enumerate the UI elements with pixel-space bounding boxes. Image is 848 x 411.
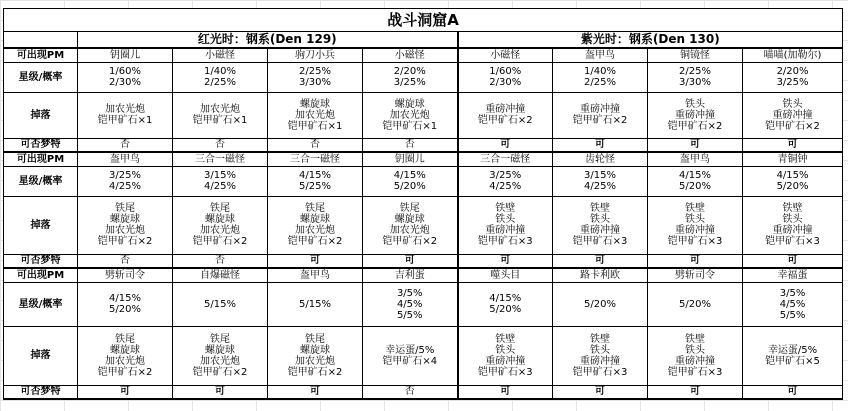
drop-cell [648, 196, 743, 254]
star-rate-line: 4/15% [679, 170, 711, 181]
pokemon-name: 自爆磁怪 [173, 268, 268, 282]
star-rate-cell [363, 62, 458, 92]
star-rate-line: 5/5% [396, 309, 423, 321]
dream-feature-value: 否 [268, 138, 363, 152]
pokemon-name: 三合一磁怪 [458, 152, 553, 166]
section-red-header: 红光时：钢系(Den 129) [78, 32, 458, 49]
drop-item: 重磅冲撞 [485, 355, 526, 367]
dream-feature-value: 可 [553, 385, 648, 399]
star-rate-line: 2/25% [204, 77, 236, 88]
star-rate-line: 1/60% [109, 66, 141, 77]
drop-item: 螺旋球 [205, 214, 235, 225]
star-rate-line: 2/25% [584, 77, 616, 88]
corner-cell [4, 32, 78, 49]
star-rate-cell [648, 166, 743, 196]
drop-item: 加农光炮 [389, 109, 430, 121]
star-rate-cell [363, 166, 458, 196]
drop-item: 重磅冲撞 [485, 104, 526, 115]
drop-item: 铠甲矿石×2 [287, 366, 343, 378]
star-row [4, 166, 843, 196]
drop-cell [648, 326, 743, 385]
drop-item: 铠甲矿石×2 [765, 120, 820, 132]
dream-feature-value: 可 [268, 385, 363, 399]
row-label: 可出现PM [4, 152, 78, 166]
drop-cell [78, 326, 173, 385]
drop-item: 加农光炮 [295, 109, 335, 121]
pokemon-name: 喵喵(加勒尔) [743, 48, 843, 62]
drop-item: 铁尾 [399, 203, 420, 214]
drop-item: 铁尾 [305, 333, 325, 345]
dream-feature-value: 可 [458, 385, 553, 399]
pokemon-name: 吉利蛋 [363, 268, 458, 282]
pm-row [4, 152, 843, 166]
dream-feature-value: 可 [363, 254, 458, 268]
drop-item: 螺旋球 [110, 214, 140, 225]
drop-item: 铠甲矿石×3 [477, 236, 533, 247]
drop-item: 铁壁 [495, 203, 516, 214]
drop-item: 重磅冲撞 [485, 225, 526, 236]
drop-item: 铁尾 [305, 203, 325, 214]
drop-item: 幸运蛋/5% [767, 344, 818, 356]
drop-cell [553, 92, 648, 138]
drop-item: 铠甲矿石×1 [287, 120, 343, 132]
drop-cell [363, 326, 458, 385]
drop-item: 铠甲矿石×3 [765, 236, 820, 247]
star-rate-line: 4/15% [393, 170, 426, 181]
drop-item: 加农光炮 [105, 225, 145, 236]
drop-item: 重磅冲撞 [675, 355, 715, 367]
star-rate-line: 4/15% [489, 293, 522, 304]
star-rate-line: 5/20% [776, 181, 809, 192]
drop-item: 加农光炮 [200, 104, 240, 115]
pokemon-name: 盔甲鸟 [78, 152, 173, 166]
dream-feature-value: 可 [458, 254, 553, 268]
drop-item: 螺旋球 [300, 98, 330, 110]
drop-item: 加农光炮 [295, 225, 335, 236]
drop-item: 铁壁 [590, 203, 610, 214]
drop-cell [173, 196, 268, 254]
star-rate-line: 3/30% [299, 77, 331, 88]
pokemon-name: 小磁怪 [173, 48, 268, 62]
drop-item: 铠甲矿石×2 [382, 236, 438, 247]
star-rate-line: 2/20% [776, 66, 809, 77]
dream-feature-value: 可 [78, 385, 173, 399]
dream-row [4, 138, 843, 152]
star-rate-line: 3/30% [679, 77, 711, 88]
star-rate-line: 5/20% [109, 304, 141, 315]
drop-item: 加农光炮 [295, 355, 335, 367]
drop-item: 铁壁 [495, 333, 516, 345]
pokemon-name: 小磁怪 [363, 48, 458, 62]
drop-item: 铁壁 [590, 333, 610, 345]
page-title: 战斗洞窟A [4, 9, 843, 32]
dream-feature-value: 否 [363, 138, 458, 152]
row-label: 掉落 [4, 326, 78, 385]
star-rate-line: 3/25% [776, 77, 809, 88]
pokemon-name: 幸福蛋 [743, 268, 843, 282]
star-rate-line: 4/25% [489, 181, 522, 192]
star-rate-line: 4/5% [396, 298, 423, 310]
star-rate-cell [363, 282, 458, 326]
star-rate-line: 4/15% [109, 293, 141, 304]
star-rate-line: 4/15% [299, 170, 331, 181]
drop-cell [743, 196, 843, 254]
drop-item: 铁头 [685, 344, 705, 356]
row-label: 掉落 [4, 196, 78, 254]
dream-feature-value: 可 [743, 385, 843, 399]
dream-feature-value: 可 [553, 138, 648, 152]
star-rate-line: 4/15% [776, 170, 809, 181]
star-rate-cell [648, 282, 743, 326]
star-rate-line: 3/15% [204, 170, 236, 181]
star-rate-cell [743, 282, 843, 326]
star-rate-line: 2/30% [489, 77, 522, 88]
dream-feature-value: 可 [268, 254, 363, 268]
drop-row [4, 92, 843, 138]
dream-feature-value: 否 [363, 385, 458, 399]
drop-cell [363, 196, 458, 254]
dream-feature-value: 否 [173, 254, 268, 268]
drop-item: 螺旋球 [205, 344, 235, 356]
pokemon-name: 噬头目 [458, 268, 553, 282]
section-purple-header: 紫光时：钢系(Den 130) [458, 32, 843, 49]
star-rate-line: 4/25% [204, 181, 236, 192]
drop-item: 铠甲矿石×2 [667, 120, 723, 132]
drop-item: 加农光炮 [105, 104, 145, 115]
drop-item: 加农光炮 [105, 355, 145, 367]
star-rate-line: 5/20% [489, 304, 522, 315]
drop-item: 重磅冲撞 [580, 355, 620, 367]
drop-item: 铠甲矿石×1 [382, 120, 438, 132]
drop-item: 铁头 [685, 214, 705, 225]
star-row [4, 62, 843, 92]
dream-row [4, 254, 843, 268]
star-rate-line: 5/5% [779, 309, 806, 321]
drop-item: 铠甲矿石×2 [192, 366, 248, 378]
star-rate-line: 5/20% [393, 181, 426, 192]
star-rate-line: 2/25% [299, 66, 331, 77]
star-rate-cell [173, 62, 268, 92]
drop-item: 铠甲矿石×2 [192, 236, 248, 247]
row-label: 可否梦特 [4, 138, 78, 152]
star-rate-line: 2/30% [109, 77, 141, 88]
drop-item: 螺旋球 [394, 214, 425, 225]
drop-item: 重磅冲撞 [675, 225, 715, 236]
drop-item: 铁尾 [210, 333, 230, 345]
drop-item: 铠甲矿石×3 [667, 236, 723, 247]
pokemon-name: 钥圈儿 [78, 48, 173, 62]
drop-item: 重磅冲撞 [675, 109, 715, 121]
drop-row [4, 196, 843, 254]
drop-cell [458, 196, 553, 254]
drop-item: 铁头 [590, 344, 610, 356]
star-rate-line: 2/20% [393, 66, 426, 77]
star-rate-line: 5/25% [299, 181, 331, 192]
row-label: 星级/概率 [4, 62, 78, 92]
row-label: 可出现PM [4, 48, 78, 62]
drop-item: 螺旋球 [300, 344, 330, 356]
drop-item: 铁壁 [782, 203, 803, 214]
star-rate-line: 3/5% [396, 287, 423, 299]
star-rate-cell [553, 166, 648, 196]
drop-item: 铁头 [782, 98, 803, 110]
dream-feature-value: 可 [458, 138, 553, 152]
drop-item: 铁尾 [115, 333, 135, 345]
drop-item: 铠甲矿石×5 [765, 355, 820, 367]
pokemon-name: 盔甲鸟 [553, 48, 648, 62]
star-rate-line: 3/25% [109, 170, 141, 181]
drop-cell [78, 196, 173, 254]
dream-feature-value: 可 [648, 254, 743, 268]
drop-item: 铁壁 [685, 333, 705, 345]
drop-cell [173, 326, 268, 385]
star-rate-cell [743, 62, 843, 92]
star-rate-line: 2/25% [679, 66, 711, 77]
den-table [3, 8, 843, 400]
pokemon-name: 劈斩司令 [78, 268, 173, 282]
star-rate-line: 3/25% [489, 170, 522, 181]
drop-item: 铠甲矿石×1 [97, 115, 153, 126]
pokemon-name: 劈斩司令 [648, 268, 743, 282]
star-rate-cell [173, 282, 268, 326]
drop-row [4, 326, 843, 385]
drop-item: 重磅冲撞 [772, 109, 813, 121]
dream-feature-value: 可 [173, 385, 268, 399]
row-label: 掉落 [4, 92, 78, 138]
drop-cell [268, 196, 363, 254]
drop-item: 铁尾 [115, 203, 135, 214]
drop-cell [173, 92, 268, 138]
drop-item: 铁头 [590, 214, 610, 225]
dream-feature-value: 可 [648, 138, 743, 152]
drop-cell [648, 92, 743, 138]
drop-item: 铁壁 [685, 203, 705, 214]
star-rate-line: 5/20% [584, 298, 616, 310]
drop-item: 铠甲矿石×3 [667, 366, 723, 378]
drop-item: 铁头 [685, 98, 705, 110]
pokemon-name: 小磁怪 [458, 48, 553, 62]
drop-item: 铁头 [495, 214, 516, 225]
star-rate-line: 5/15% [204, 298, 236, 310]
drop-cell [743, 92, 843, 138]
pokemon-name: 青铜钟 [743, 152, 843, 166]
star-rate-cell [78, 282, 173, 326]
drop-item: 铠甲矿石×4 [382, 355, 438, 367]
star-rate-line: 4/25% [109, 181, 141, 192]
pokemon-name: 盔甲鸟 [268, 268, 363, 282]
dream-feature-value: 否 [173, 138, 268, 152]
pokemon-name: 路卡利欧 [553, 268, 648, 282]
star-rate-cell [173, 166, 268, 196]
row-label: 星级/概率 [4, 282, 78, 326]
drop-item: 加农光炮 [200, 355, 240, 367]
star-rate-line: 1/40% [584, 66, 616, 77]
drop-cell [363, 92, 458, 138]
star-rate-line: 1/60% [489, 66, 522, 77]
drop-item: 铠甲矿石×2 [572, 115, 628, 126]
star-rate-line: 4/25% [584, 181, 616, 192]
drop-cell [743, 326, 843, 385]
drop-cell [553, 326, 648, 385]
dream-feature-value: 可 [648, 385, 743, 399]
drop-item: 加农光炮 [389, 225, 430, 236]
star-rate-cell [458, 166, 553, 196]
dream-feature-value: 否 [78, 254, 173, 268]
drop-cell [268, 326, 363, 385]
drop-item: 铠甲矿石×2 [97, 366, 153, 378]
star-rate-cell [78, 62, 173, 92]
pokemon-name: 齿轮怪 [553, 152, 648, 166]
drop-item: 铠甲矿石×2 [97, 236, 153, 247]
drop-item: 重磅冲撞 [580, 225, 620, 236]
drop-item: 铠甲矿石×1 [192, 115, 248, 126]
pokemon-name: 铜镜怪 [648, 48, 743, 62]
drop-cell [268, 92, 363, 138]
drop-item: 铠甲矿石×3 [572, 366, 628, 378]
drop-item: 铠甲矿石×2 [477, 115, 533, 126]
drop-item: 螺旋球 [110, 344, 140, 356]
drop-cell [458, 326, 553, 385]
drop-cell [458, 92, 553, 138]
drop-item: 加农光炮 [200, 225, 240, 236]
star-rate-line: 4/5% [779, 298, 806, 310]
drop-item: 螺旋球 [300, 214, 330, 225]
drop-cell [78, 92, 173, 138]
star-rate-cell [553, 282, 648, 326]
star-rate-line: 3/25% [393, 77, 426, 88]
star-row [4, 282, 843, 326]
star-rate-line: 5/15% [299, 298, 331, 310]
dream-row [4, 385, 843, 399]
star-rate-cell [78, 166, 173, 196]
star-rate-line: 3/15% [584, 170, 616, 181]
pokemon-name: 三合一磁怪 [173, 152, 268, 166]
star-rate-cell [268, 166, 363, 196]
row-label: 星级/概率 [4, 166, 78, 196]
star-rate-cell [743, 166, 843, 196]
star-rate-line: 3/5% [779, 287, 806, 299]
pokemon-name: 驹刀小兵 [268, 48, 363, 62]
drop-item: 铁尾 [210, 203, 230, 214]
row-label: 可否梦特 [4, 254, 78, 268]
star-rate-line: 1/40% [204, 66, 236, 77]
drop-item: 幸运蛋/5% [385, 344, 435, 356]
drop-item: 螺旋球 [394, 98, 425, 110]
drop-cell [553, 196, 648, 254]
pokemon-name: 三合一磁怪 [268, 152, 363, 166]
pm-row [4, 48, 843, 62]
drop-item: 重磅冲撞 [772, 225, 813, 236]
star-rate-cell [268, 282, 363, 326]
dream-feature-value: 可 [743, 254, 843, 268]
drop-item: 铁头 [495, 344, 516, 356]
dream-feature-value: 可 [743, 138, 843, 152]
row-label: 可否梦特 [4, 385, 78, 399]
pm-row [4, 268, 843, 282]
dream-feature-value: 可 [553, 254, 648, 268]
dream-feature-value: 否 [78, 138, 173, 152]
star-rate-cell [553, 62, 648, 92]
star-rate-line: 5/20% [679, 181, 711, 192]
star-rate-line: 5/20% [679, 298, 711, 310]
drop-item: 铠甲矿石×3 [572, 236, 628, 247]
drop-item: 重磅冲撞 [580, 104, 620, 115]
star-rate-cell [648, 62, 743, 92]
drop-item: 铁头 [782, 214, 803, 225]
drop-item: 铠甲矿石×2 [287, 236, 343, 247]
star-rate-cell [268, 62, 363, 92]
row-label: 可出现PM [4, 268, 78, 282]
star-rate-cell [458, 282, 553, 326]
star-rate-cell [458, 62, 553, 92]
pokemon-name: 钥圈儿 [363, 152, 458, 166]
drop-item: 铠甲矿石×3 [477, 366, 533, 378]
pokemon-name: 盔甲鸟 [648, 152, 743, 166]
